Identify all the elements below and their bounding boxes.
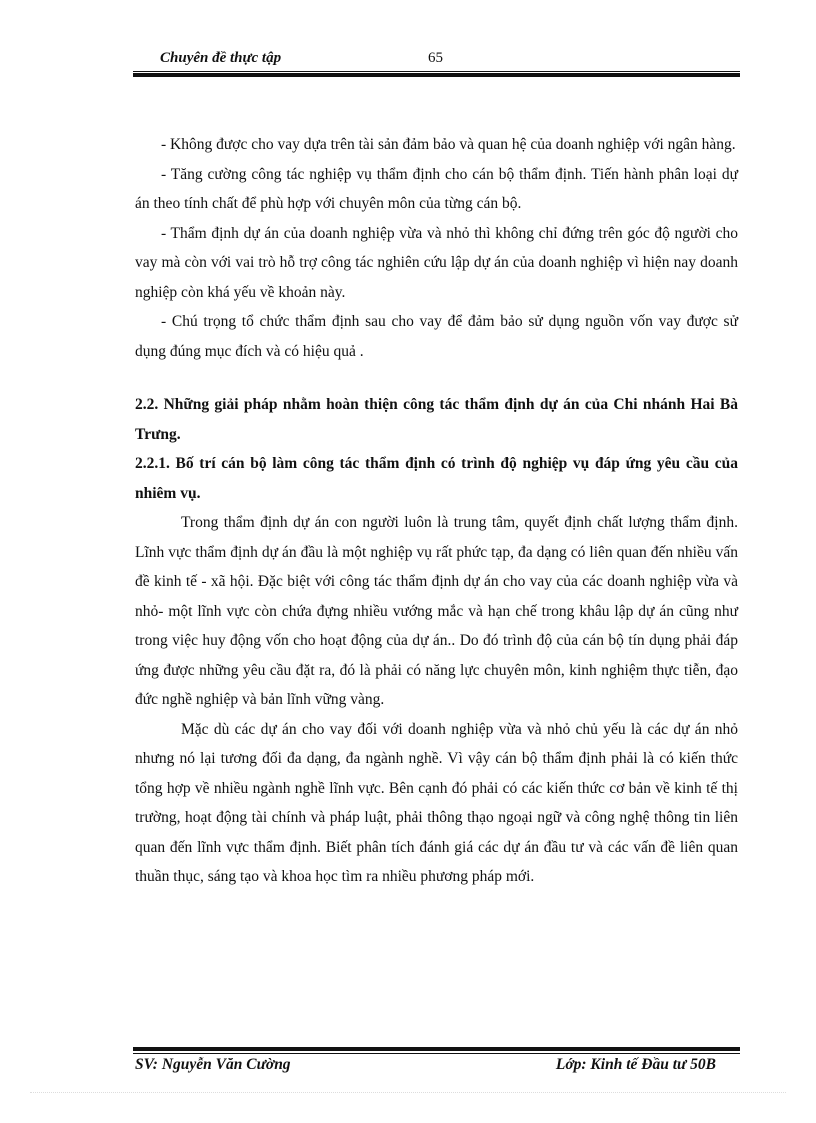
- bullet-paragraph: - Tăng cường công tác nghiệp vụ thẩm định cho cán bộ thẩm định. Tiến hành phân loại dự án theo tính chất để phù hợp với chuyên môn của từng cán bộ.: [135, 165, 738, 212]
- body-paragraph: Trong thẩm định dự án con người luôn là trung tâm, quyết định chất lượng thẩm định. Lĩnh vực thẩm định dự án đầu là một nghiệp vụ rất phức tạp, đa dạng có liên quan đến nhiều vấn đề kinh tế - xã hội. Đặc biệt với công tác thẩm định dự án cho vay của các doanh nghiệp vừa và nhỏ- một lĩnh vực còn chứa đựng nhiều vướng mắc và hạn chế trong khâu lập dự án cũng như trong việc huy động vốn cho hoạt động của dự án.. Do đó trình độ của cán bộ tín dụng phải đáp ứng được những yêu cầu đặt ra, đó là phải có năng lực chuyên môn, kinh nghiệm thực tiễn, đạo đức nghề nghiệp và bản lĩnh vững vàng.: [135, 514, 738, 708]
- footer-rule-thin: [133, 1053, 740, 1054]
- bullet-paragraph: - Chú trọng tổ chức thẩm định sau cho vay để đảm bảo sử dụng nguồn vốn vay được sử dụng đúng mục đích và có hiệu quả .: [135, 313, 738, 360]
- header-rule-thick: [133, 73, 740, 77]
- footer-rule-thick: [133, 1047, 740, 1051]
- section-heading: 2.2. Những giải pháp nhằm hoàn thiện công tác thẩm định dự án của Chi nhánh Hai Bà Trưng.: [135, 396, 738, 443]
- footer-class-name: Lớp: Kinh tế Đầu tư 50B: [555, 1056, 716, 1073]
- bullet-paragraph: - Không được cho vay dựa trên tài sản đảm bảo và quan hệ của doanh nghiệp với ngân hàng.: [161, 136, 736, 153]
- footer-student-name: SV: Nguyễn Văn Cường: [135, 1056, 291, 1073]
- header-rule-thin: [133, 71, 740, 72]
- bullet-paragraph: - Thẩm định dự án của doanh nghiệp vừa và nhỏ thì không chỉ đứng trên góc độ người cho vay mà còn với vai trò hỗ trợ công tác nghiên cứu lập dự án của doanh nghiệp vì hiện nay doanh nghiệp còn khá yếu về khoản này.: [135, 224, 738, 301]
- subsection-heading: 2.2.1. Bố trí cán bộ làm công tác thẩm định có trình độ nghiệp vụ đáp ứng yêu cầu của nhiêm vụ.: [135, 455, 738, 502]
- header-title: Chuyên đề thực tập: [160, 50, 282, 66]
- page-edge-divider: [30, 1092, 786, 1093]
- body-paragraph: Mặc dù các dự án cho vay đối với doanh nghiệp vừa và nhỏ chủ yếu là các dự án nhỏ nhưng nó lại tương đối đa dạng, đa ngành nghề. Vì vậy cán bộ thẩm định phải là có kiến thức tổng hợp về nhiều ngành nghề lĩnh vực. Bên cạnh đó phải có các kiến thức cơ bản về kinh tế thị trường, hoạt động tài chính và pháp luật, phải thông thạo ngoại ngữ và công nghệ thông tin liên quan đến lĩnh vực thẩm định. Biết phân tích đánh giá các dự án đầu tư và các vấn đề liên quan thuần thục, sáng tạo và khoa học tìm ra nhiều phương pháp mới.: [135, 720, 738, 885]
- document-body: [135, 130, 738, 892]
- page-number: 65: [428, 50, 443, 66]
